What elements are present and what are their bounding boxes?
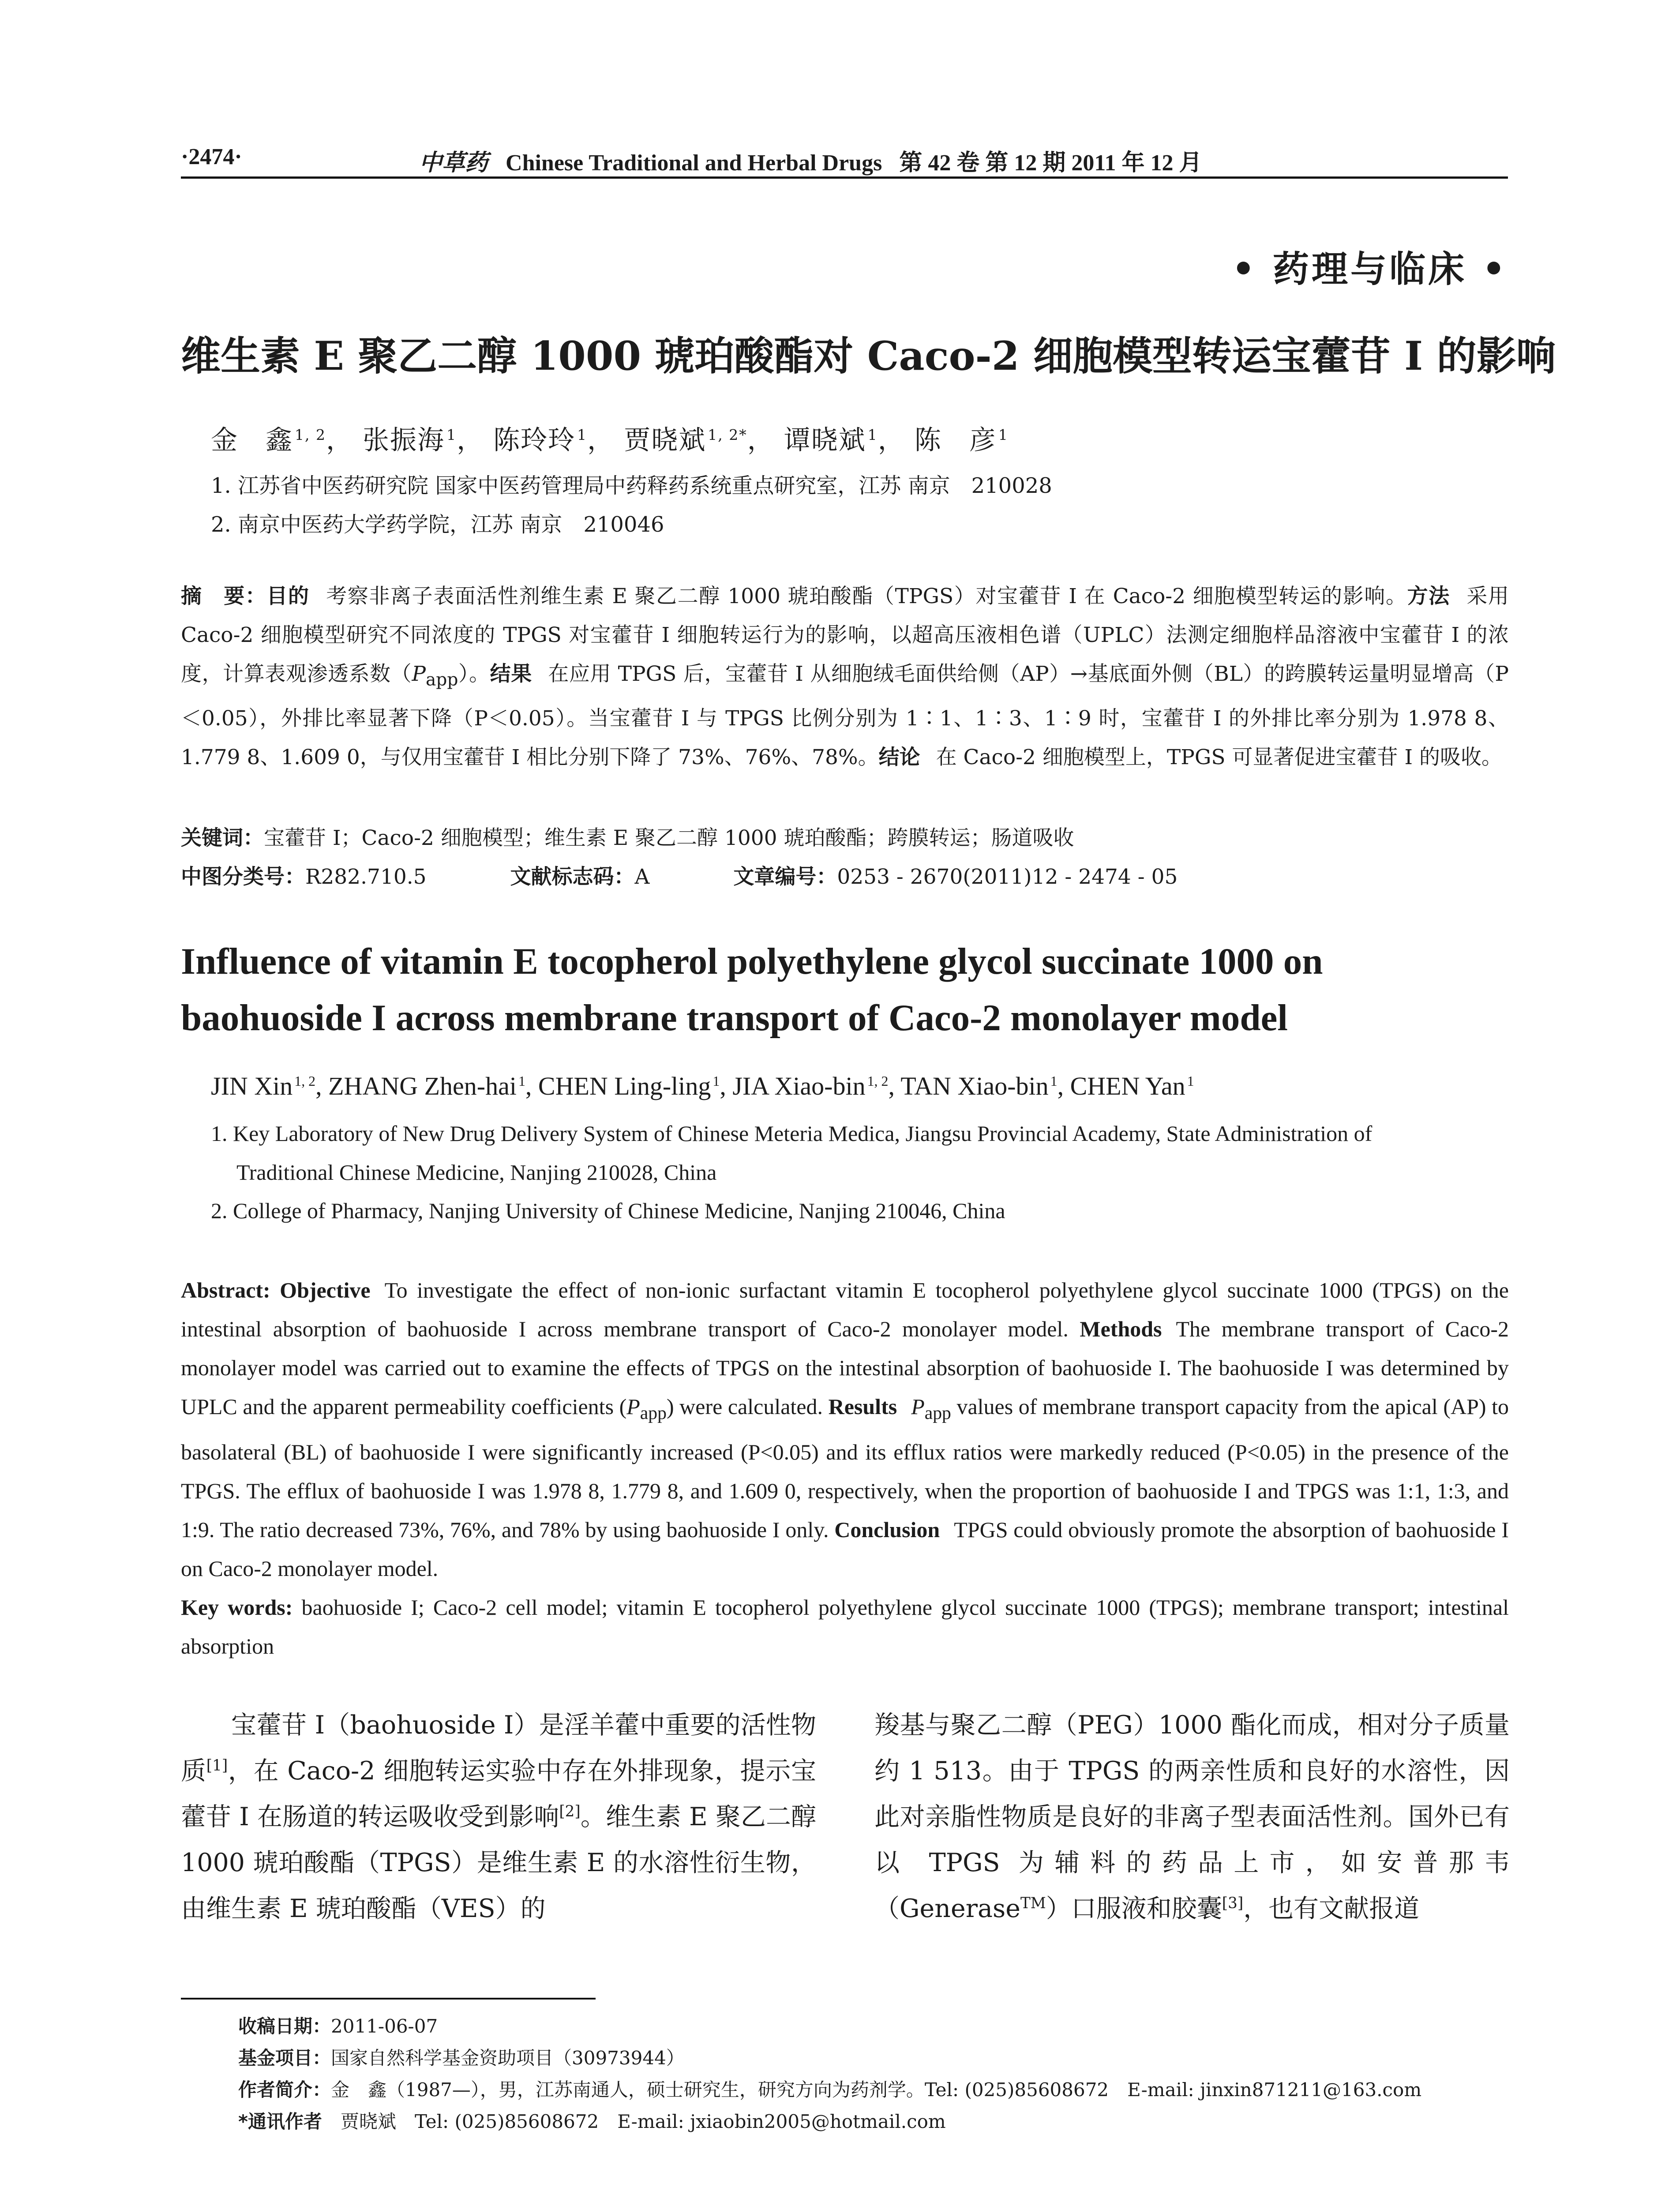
author-affiliation-mark: 1, 2*: [708, 426, 747, 443]
body-column-left: [181, 1702, 816, 1932]
page-number: ·2474·: [181, 144, 242, 169]
footnote-corresponding: [238, 2107, 946, 2134]
abstract-chinese: [181, 577, 1509, 777]
affiliation-en-1-line2: Traditional Chinese Medicine, Nanjing 210028, China: [236, 1160, 717, 1185]
body-paragraph: [181, 1702, 816, 1932]
author-name: 金 鑫: [211, 425, 293, 456]
conclusion-text: 在 Caco-2 细胞模型上，TPGS 可显著促进宝藿苷 I 的吸收。: [936, 745, 1502, 770]
body-paragraph: [874, 1702, 1510, 1932]
objective-label-en: Objective: [280, 1278, 371, 1302]
objective-text: 考察非离子表面活性剂维生素 E 聚乙二醇 1000 琥珀酸酯（TPGS）对宝藿苷 I 在 Caco-2 细胞模型转运的影响。: [325, 584, 1407, 608]
conclusion-label: 结论: [878, 745, 920, 770]
author-name: 陈 彦: [914, 425, 997, 456]
author-name: 张振海: [363, 425, 445, 456]
author-affiliation-mark: 1: [712, 1073, 720, 1089]
author-name: 贾晓斌: [624, 425, 706, 456]
doc-code-label: 文献标志码：: [510, 865, 635, 889]
methods-label: 方法: [1407, 584, 1450, 608]
author-name: 谭晓斌: [784, 425, 866, 456]
footnote-text: 2011-06-07: [331, 2015, 438, 2037]
footnote-received: [238, 2012, 438, 2038]
keywords-chinese: [181, 822, 1074, 851]
author-affiliation-mark: 1, 2: [295, 426, 326, 443]
results-papp-symbol: P: [911, 1394, 925, 1419]
author-affiliation-mark: 1: [867, 426, 878, 443]
papp-subscript-en: app: [640, 1403, 667, 1423]
footnote-text: 贾晓斌 Tel: (025)85608672 E-mail: jxiaobin2005@hotmail.com: [340, 2111, 946, 2132]
affiliation-en-2: 2. College of Pharmacy, Nanjing University of Chinese Medicine, Nanjing 210046, China: [211, 1198, 1005, 1223]
clc-value: R282.710.5: [305, 865, 427, 889]
footnote-label: 基金项目：: [238, 2047, 331, 2069]
body-text: ，也有文献报道: [1243, 1894, 1420, 1923]
results-label: 结果: [490, 662, 532, 686]
keywords-label-en: Key words:: [181, 1595, 293, 1620]
body-text: 。维生素 E 聚乙二醇 1000 琥珀酸酯（TPGS）是维生素 E 的水溶性衍生物，由维生素 E 琥珀酸酯（VES）的: [181, 1802, 816, 1923]
authors-chinese: 金 鑫 $^{1, 2}$， 张振海 $^1$， 陈玲玲 $^1$， 贾晓斌 $^{1, 2*}$， 谭晓斌 $^1$， 陈 彦 $^1$: [211, 425, 1009, 456]
author-affiliation-mark: 1: [1187, 1073, 1194, 1089]
methods-text: 采用 Caco-2 细胞模型研究不同浓度的 TPGS 对宝藿苷 I 细胞转运行为的影响，以超高压液相色谱（UPLC）法测定细胞样品溶液中宝藿苷 I 的浓度，计算表观渗透系数（: [181, 584, 1509, 686]
affiliation-en-1-line1: 1. Key Laboratory of New Drug Delivery System of Chinese Meteria Medica, Jiangsu Provincial Academy, State Administration of: [211, 1121, 1372, 1146]
body-text: ）口服液和胶囊: [1046, 1894, 1222, 1923]
footnote-fund: [238, 2044, 685, 2070]
section-heading: • 药理与临床 •: [1232, 248, 1508, 290]
header-rule: [181, 176, 1508, 179]
clc-label: 中图分类号：: [181, 865, 305, 889]
authors-english: JIN Xin $^{1, 2}$, ZHANG Zhen-hai $^1$, CHEN Ling-ling $^1$, JIA Xiao-bin $^{1, 2}$, TAN Xiao-bin $^1$, CHEN Yan $^1$: [211, 1072, 1194, 1100]
title-english: Influence of vitamin E tocopherol polyethylene glycol succinate 1000 on baohuoside I across membrane transport of Caco-2 monolayer model: [181, 941, 1323, 1039]
citation-ref: [2]: [559, 1803, 581, 1820]
body-column-right: [874, 1702, 1510, 1932]
keywords-text: 宝藿苷 I；Caco-2 细胞模型；维生素 E 聚乙二醇 1000 琥珀酸酯；跨膜转运；肠道吸收: [264, 826, 1074, 850]
objective-text-en: To investigate the effect of non-ionic surfactant vitamin E tocopherol polyethylene glycol succinate 1000 (TPGS) on the intestinal absorption of baohuoside I across membrane transport of Caco-2 monolayer model.: [181, 1278, 1509, 1341]
body-text: 宝藿苷 I（baohuoside I）是淫羊藿中重要的活性物质: [181, 1711, 816, 1786]
citation-ref: [1]: [206, 1757, 228, 1775]
author-name: CHEN Yan: [1070, 1072, 1185, 1100]
objective-label: 目的: [266, 584, 310, 608]
author-name: JIN Xin: [211, 1072, 293, 1100]
journal-name-cn: 中草药: [419, 150, 488, 176]
results-label-en: Results: [828, 1394, 897, 1419]
body-text: 羧基与聚乙二醇（PEG）1000 酯化而成，相对分子质量约 1 513。由于 TPGS 的两亲性质和良好的水溶性，因此对亲脂性物质是良好的非离子型表面活性剂。国外已有以 TPGS 为辅料的药品上市，如安普那韦（Generase: [874, 1711, 1510, 1923]
trademark-mark: TM: [1020, 1895, 1046, 1912]
abstract-english: [181, 1271, 1509, 1666]
keywords-label: 关键词：: [181, 826, 264, 850]
methods-text-en: The membrane transport of Caco-2 monolayer model was carried out to examine the effects of TPGS on the intestinal absorption of baohuoside I. The baohuoside I was determined by UPLC and the apparent permeability coefficients (: [181, 1317, 1509, 1419]
conclusion-label-en: Conclusion: [834, 1517, 940, 1542]
author-name: CHEN Ling-ling: [538, 1072, 711, 1100]
author-affiliation-mark: 1: [446, 426, 457, 443]
author-affiliation-mark: 1: [518, 1073, 525, 1089]
author-name: JIA Xiao-bin: [732, 1072, 866, 1100]
author-affiliation-mark: 1, 2: [294, 1073, 316, 1089]
author-affiliation-mark: 1: [1050, 1073, 1058, 1089]
running-header: [181, 141, 1508, 176]
author-name: ZHANG Zhen-hai: [328, 1072, 517, 1100]
footnote-label: *通讯作者: [238, 2111, 322, 2132]
papp-symbol-en: P: [626, 1394, 640, 1419]
author-affiliation-mark: 1, 2: [867, 1073, 889, 1089]
affiliation-en-1: [211, 1114, 1512, 1192]
methods-text-end-en: ) were calculated.: [666, 1394, 823, 1419]
classification-line: [181, 860, 1178, 890]
author-affiliation-mark: 1: [577, 426, 588, 443]
footnote-label: 作者简介：: [238, 2079, 331, 2101]
journal-line: [419, 144, 1202, 177]
footnote-text: 国家自然科学基金资助项目（30973944）: [331, 2047, 685, 2069]
papp-subscript: app: [425, 670, 458, 690]
citation-ref: [3]: [1222, 1895, 1244, 1912]
affiliation-cn-2: 2. 南京中医药大学药学院，江苏 南京 210046: [211, 512, 664, 537]
results-text-en: values of membrane transport capacity from the apical (AP) to basolateral (BL) of baohuoside I were significantly increased (P<0.05) and its efflux ratios were markedly reduced (P<0.05) in the presence of the TPGS. The efflux of baohuoside I was 1.978 8, 1.779 8, and 1.609 0, respectively, when the proportion of baohuoside I and TPGS was 1:1, 1:3, and 1:9. The ratio decreased 73%, 76%, and 78% by using baohuoside I only.: [181, 1394, 1509, 1542]
results-text: 在应用 TPGS 后，宝藿苷 I 从细胞绒毛面供给侧（AP）→基底面外侧（BL）的跨膜转运量明显增高（P＜0.05），外排比率显著下降（P＜0.05）。当宝藿苷 I 与 TPGS 比例分别为 1∶1、1∶3、1∶9 时，宝藿苷 I 的外排比率分别为 1.978 8、1.779 8、1.609 0，与仅用宝藿苷 I 相比分别下降了 73%、76%、78%。: [181, 662, 1509, 770]
body-text: ，在 Caco-2 细胞转运实验中存在外排现象，提示宝藿苷 I 在肠道的转运吸收受到影响: [181, 1756, 816, 1831]
title-chinese: 维生素 E 聚乙二醇 1000 琥珀酸酯对 Caco-2 细胞模型转运宝藿苷 I 的影响: [181, 333, 1556, 379]
abstract-label-en: Abstract:: [181, 1278, 270, 1302]
article-number-label: 文章编号：: [733, 865, 837, 889]
methods-text-end: ）。: [458, 662, 490, 686]
doc-code-value: A: [634, 865, 650, 889]
results-papp-subscript: app: [924, 1403, 951, 1423]
footnote-text: 金 鑫（1987—），男，江苏南通人，硕士研究生，研究方向为药剂学。Tel: (025)85608672 E-mail: jinxin871211@163.com: [331, 2079, 1422, 2101]
papp-symbol: P: [412, 662, 426, 686]
abstract-label: 摘 要：: [181, 584, 267, 608]
footnote-rule: [181, 1998, 596, 2000]
author-name: TAN Xiao-bin: [900, 1072, 1049, 1100]
conclusion-text-en: TPGS could obviously promote the absorption of baohuoside I on Caco-2 monolayer model.: [181, 1517, 1509, 1581]
journal-issue: 第 42 卷 第 12 期 2011 年 12 月: [899, 150, 1202, 176]
article-number-value: 0253 - 2670(2011)12 - 2474 - 05: [837, 865, 1178, 889]
footnote-label: 收稿日期：: [238, 2015, 331, 2037]
journal-name-en: Chinese Traditional and Herbal Drugs: [506, 150, 882, 176]
methods-label-en: Methods: [1080, 1317, 1162, 1341]
keywords-text-en: baohuoside I; Caco-2 cell model; vitamin E tocopherol polyethylene glycol succinate 1000 (TPGS); membrane transport; intestinal absorption: [181, 1595, 1509, 1658]
author-name: 陈玲玲: [493, 425, 576, 456]
affiliation-cn-1: 1. 江苏省中医药研究院 国家中医药管理局中药释药系统重点研究室，江苏 南京 210028: [211, 473, 1052, 498]
author-affiliation-mark: 1: [998, 426, 1009, 443]
footnote-author-bio: [238, 2075, 1421, 2102]
